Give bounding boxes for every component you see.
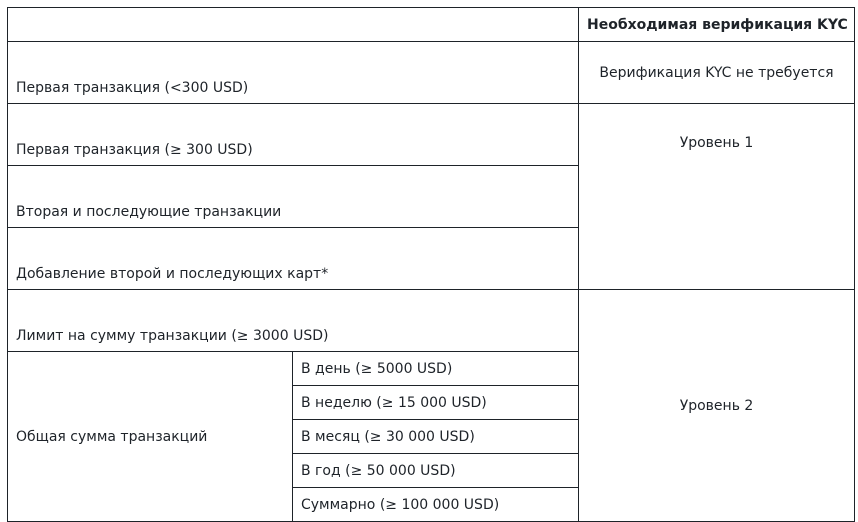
table-row (8, 104, 855, 166)
row-label-total-amount: Общая сумма транзакций (8, 352, 293, 522)
period-per-week: В неделю (≥ 15 000 USD) (293, 386, 579, 420)
row-requirement-level-1: Уровень 1 (579, 104, 855, 290)
period-cumulative: Суммарно (≥ 100 000 USD) (293, 488, 579, 522)
row-requirement-no-kyc: Верификация KYC не требуется (579, 42, 855, 104)
row-label-subsequent-transactions: Вторая и последующие транзакции (8, 166, 579, 228)
row-label-first-transaction-300-plus: Первая транзакция (≥ 300 USD) (8, 104, 579, 166)
period-per-year: В год (≥ 50 000 USD) (293, 454, 579, 488)
kyc-requirements-table (7, 7, 855, 522)
row-label-transaction-limit: Лимит на сумму транзакции (≥ 3000 USD) (8, 290, 579, 352)
period-per-month: В месяц (≥ 30 000 USD) (293, 420, 579, 454)
header-kyc-requirement: Необходимая верификация KYC (579, 8, 855, 42)
row-label-first-transaction-under-300: Первая транзакция (<300 USD) (8, 42, 579, 104)
table-row (8, 42, 855, 104)
table-header-row (8, 8, 855, 42)
row-label-additional-cards: Добавление второй и последующих карт* (8, 228, 579, 290)
period-per-day: В день (≥ 5000 USD) (293, 352, 579, 386)
table-row (8, 290, 855, 352)
row-requirement-level-2: Уровень 2 (579, 290, 855, 522)
header-empty-cell (8, 8, 579, 42)
